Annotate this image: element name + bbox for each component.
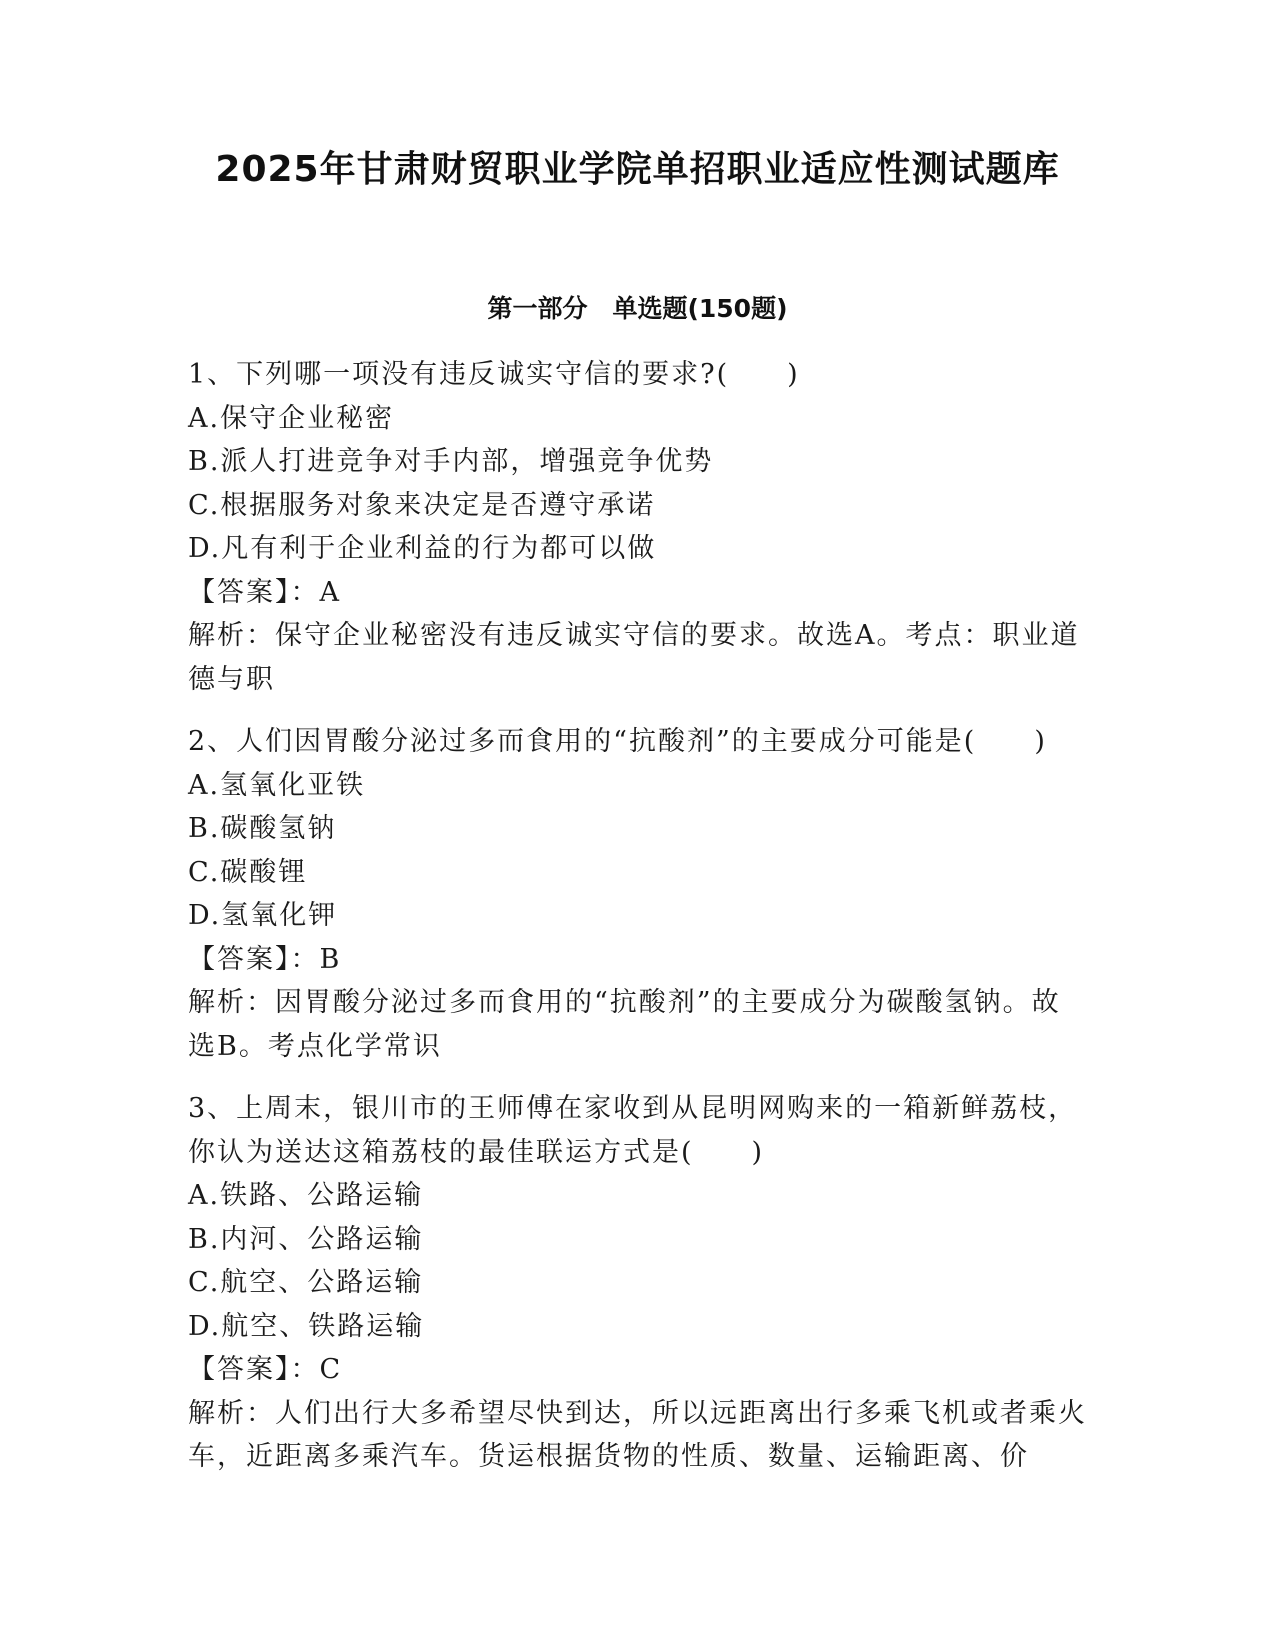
option-b: B.内河、公路运输 [188,1223,424,1255]
question-3 [188,1087,1088,1479]
option-c: C.根据服务对象来决定是否遵守承诺 [188,489,656,521]
option-a: A.保守企业秘密 [188,402,395,434]
answer: 【答案】：C [188,1354,343,1385]
option-c: C.航空、公路运输 [188,1267,424,1298]
option-b: B.碳酸氢钠 [188,813,337,844]
section-title: 第一部分 单选题(150题) [487,294,788,323]
option-c: C.碳酸锂 [188,856,308,888]
analysis: 解析：人们出行大多希望尽快到达，所以远距离出行多乘飞机或者乘火车，近距离多乘汽车。货运根据货物的性质、数量、运输距离、价 [188,1397,1087,1472]
analysis: 解析：因胃酸分泌过多而食用的“抗酸剂”的主要成分为碳酸氢钠。故选B。考点化学常识 [188,987,1061,1062]
document-title: 2025年甘肃财贸职业学院单招职业适应性测试题库 [215,149,1060,190]
question-stem: 2、人们因胃酸分泌过多而食用的“抗酸剂”的主要成分可能是( ) [188,726,1047,757]
option-a: A.氢氧化亚铁 [188,769,366,801]
question-1 [188,353,1088,701]
question-2 [188,720,1088,1068]
option-d: D.航空、铁路运输 [188,1310,425,1342]
question-stem: 1、下列哪一项没有违反诚实守信的要求?( ) [188,359,800,390]
question-stem: 3、上周末，银川市的王师傅在家收到从昆明网购来的一箱新鲜荔枝，你认为送达这箱荔枝的最佳联运方式是( ) [188,1093,1078,1168]
answer: 【答案】：B [188,943,342,975]
option-d: D.凡有利于企业利益的行为都可以做 [188,533,657,564]
analysis: 解析：保守企业秘密没有违反诚实守信的要求。故选A。考点：职业道德与职 [188,620,1080,695]
option-d: D.氢氧化钾 [188,900,338,931]
question-list [188,353,1088,1498]
option-a: A.铁路、公路运输 [188,1180,424,1211]
option-b: B.派人打进竞争对手内部，增强竞争优势 [188,446,714,477]
answer: 【答案】：A [188,576,341,608]
